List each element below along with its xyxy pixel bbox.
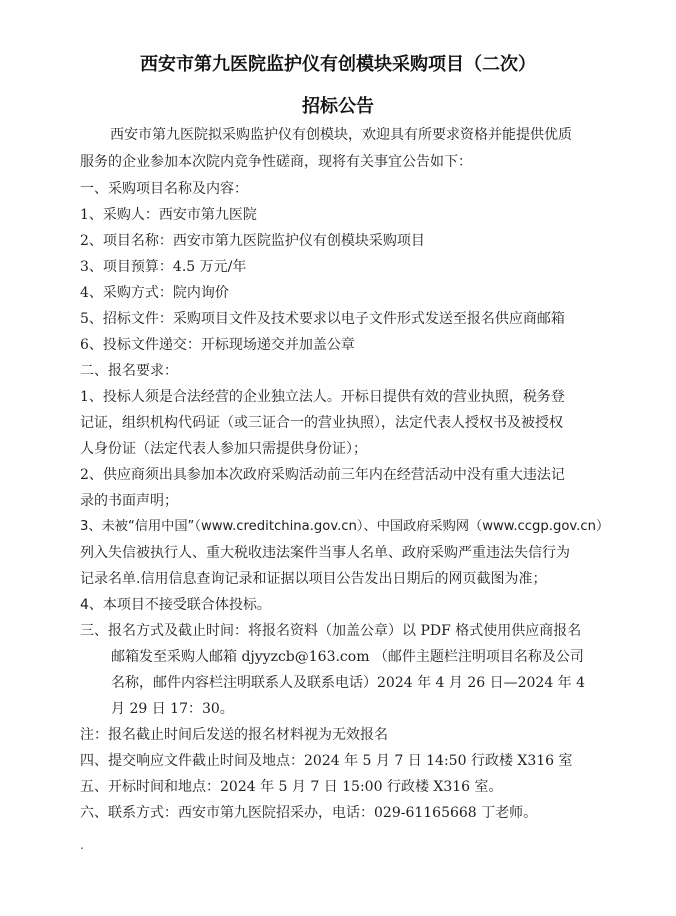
section-3-line-3: 名称，邮件内容栏注明联系人及联系电话）2024 年 4 月 26 日—2024 年 4: [111, 675, 586, 691]
requirement-4: 4、本项目不接受联合体投标。: [80, 597, 271, 613]
section-4-line: 四、提交响应文件截止时间及地点：2024 年 5 月 7 日 14:50 行政楼 X316 室: [80, 753, 573, 769]
requirement-3-line-2: 列入失信被执行人、重大税收违法案件当事人名单、政府采购严重违法失信行为: [80, 545, 570, 561]
requirement-1-line-1: 1、投标人须是合法经营的企业独立法人。开标日提供有效的营业执照，税务登: [80, 389, 565, 405]
document-subtitle: 招标公告: [302, 96, 374, 117]
item-purchaser: 1、采购人：西安市第九医院: [80, 207, 257, 223]
requirement-2-line-2: 录的书面声明；: [80, 493, 178, 509]
section-6-line: 六、联系方式：西安市第九医院招采办，电话：029-61165668 丁老师。: [80, 805, 538, 821]
item-tender-docs: 5、招标文件：采购项目文件及技术要求以电子文件形式发送至报名供应商邮箱: [80, 311, 565, 327]
end-mark: .: [80, 838, 84, 852]
section-5-line: 五、开标时间和地点：2024 年 5 月 7 日 15:00 行政楼 X316 室。: [80, 779, 503, 795]
requirement-3-line-3: 记录名单.信用信息查询记录和证据以项目公告发出日期后的网页截图为准；: [80, 571, 547, 587]
requirement-3-line-1: 3、未被“信用中国”（www.creditchina.gov.cn）、中国政府采购网（www.ccgp.gov.cn）: [80, 519, 610, 534]
item-bid-submission: 6、投标文件递交：开标现场递交并加盖公章: [80, 337, 355, 353]
document-title: 西安市第九医院监护仪有创模块采购项目（二次）: [140, 54, 536, 75]
intro-line-2: 服务的企业参加本次院内竞争性磋商，现将有关事宜公告如下：: [80, 154, 472, 170]
item-budget: 3、项目预算：4.5 万元/年: [80, 259, 247, 275]
intro-line-1: 西安市第九医院拟采购监护仪有创模块，欢迎具有所要求资格并能提供优质: [110, 127, 572, 143]
item-project-name: 2、项目名称：西安市第九医院监护仪有创模块采购项目: [80, 233, 425, 249]
section-3-line-1: 三、报名方式及截止时间：将报名资料（加盖公章）以 PDF 格式使用供应商报名: [80, 623, 582, 639]
section-1-heading: 一、采购项目名称及内容：: [80, 181, 248, 197]
item-method: 4、采购方式：院内询价: [80, 285, 229, 301]
section-3-line-4: 月 29 日 17：30。: [111, 701, 234, 717]
section-3-line-2: 邮箱发至采购人邮箱 djyyzcb@163.com （邮件主题栏注明项目名称及公司: [111, 649, 584, 665]
requirement-1-line-3: 人身份证（法定代表人参加只需提供身份证）；: [80, 441, 367, 457]
section-2-heading: 二、报名要求：: [80, 363, 178, 379]
note-line: 注：报名截止时间后发送的报名材料视为无效报名: [80, 727, 388, 743]
requirement-1-line-2: 记证，组织机构代码证（或三证合一的营业执照），法定代表人授权书及被授权: [80, 415, 563, 431]
requirement-2-line-1: 2、供应商须出具参加本次政府采购活动前三年内在经营活动中没有重大违法记: [80, 467, 565, 483]
